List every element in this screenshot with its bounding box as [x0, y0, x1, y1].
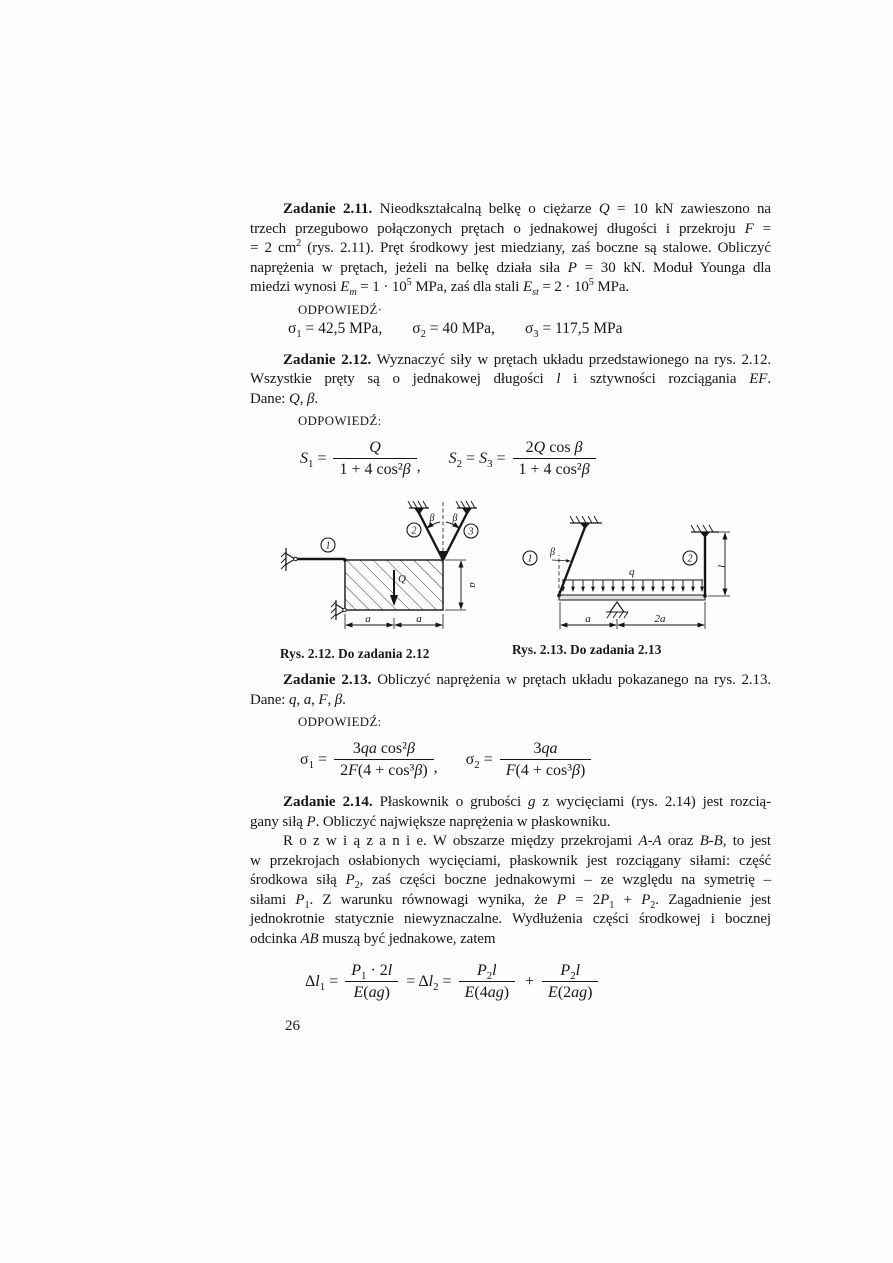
- fraction: $\frac{Q}{\text{1 + 4 cos²β}}$: [333, 438, 416, 479]
- dimension-bottom: [560, 602, 705, 629]
- text-line: Dane: Q, β.: [250, 390, 319, 407]
- problem-2-13-text: [250, 671, 771, 710]
- eq-comma: ,: [433, 759, 438, 776]
- fraction: $\frac{P_2l}{E(2ag)}$: [542, 961, 598, 1002]
- text-line: jednokrotnie statycznie niewyznaczalne. Wydłużenia części środkowej i bocznej: [250, 911, 771, 927]
- joint-node: [343, 558, 347, 562]
- dimension-height-a: [445, 560, 479, 610]
- svg-text:a: a: [585, 613, 591, 625]
- figure-2-13-drawing: [512, 512, 782, 636]
- dimension-l: [708, 532, 730, 596]
- text-line: środkowa siłą $P_2$, zaś części boczne jednakowymi – ze względu na symetrię –: [250, 872, 771, 891]
- fraction: $\frac{\text{3qa cos²β}}{\text{2F(4 + cos³β)}}$: [334, 739, 434, 780]
- equation-2-12: [300, 438, 771, 479]
- answer-sigma-1: $\sigma_1 = 42,5$ MPa,: [288, 319, 383, 340]
- fraction: $\frac{3qa}{\text{F(4 + cos³β)}}$: [500, 739, 592, 780]
- ceiling-support-left: [408, 501, 429, 515]
- equation-2-13: [300, 739, 771, 780]
- fraction: $\frac{\text{2Q cos β}}{\text{1 + 4 cos²β}}$: [513, 438, 596, 479]
- equation-2-14: [305, 961, 771, 1002]
- text-line: w przekrojach osłabionych wycięciami, płaskownik jest rozciągany siłami: część: [250, 852, 771, 869]
- eq-lhs: $S_2 = S_3$ =: [448, 449, 506, 470]
- text-line: Zadanie 2.12. Wyznaczyć siły w prętach układu przedstawionego na rys. 2.12.: [283, 351, 771, 368]
- answer-label-2-13: ODPOWIEDŹ:: [298, 715, 382, 729]
- text-line: trzech przegubowo połączonych prętach o jednakowej długości i przekroju F =: [250, 220, 772, 237]
- eq-lhs: $\Delta l_1$ =: [305, 972, 339, 993]
- text-line: = 2 $cm^2$ (rys. 2.11). Pręt środkowy jest miedziany, zaś boczne są stalowe. Obliczyć: [250, 238, 771, 256]
- svg-text:a: a: [467, 582, 479, 588]
- page-number: 26: [285, 1018, 300, 1034]
- eq-lhs: $\sigma_2$ =: [465, 750, 493, 771]
- rod-2-label: [407, 523, 421, 537]
- eq-lhs: $S_1$ =: [300, 449, 327, 470]
- rod-2-label: [683, 551, 697, 565]
- svg-text:l: l: [715, 564, 727, 568]
- figure-2-12-caption: Rys. 2.12. Do zadania 2.12: [280, 646, 430, 661]
- force-q-label: Q: [398, 573, 406, 585]
- page-content: [250, 200, 771, 1035]
- rod-1-label: [523, 551, 537, 565]
- problem-2-11-text: [250, 200, 771, 298]
- problem-2-12-text: [250, 351, 771, 410]
- text-line: odcinka AB muszą być jednakowe, zatem: [250, 930, 496, 947]
- bottom-pin-support: [331, 600, 346, 620]
- svg-text:1: 1: [527, 553, 533, 565]
- figures-row: [250, 494, 771, 661]
- answer-sigma-3: $\sigma_3 = 117,5$ MPa: [524, 319, 623, 340]
- rod-3-label: [464, 524, 478, 538]
- joint-left: [557, 594, 561, 598]
- fraction: $\frac{P_1 \cdot 2l}{E(ag)}$: [345, 961, 398, 1002]
- svg-text:2: 2: [411, 525, 417, 537]
- eq-middle: = $\Delta l_2$ =: [406, 972, 452, 993]
- beta-leader-arrow: [552, 560, 570, 561]
- load-q-label: q: [629, 566, 635, 578]
- text-line: R o z w i ą z a n i e. W obszarze między przekrojami A-A oraz B-B, to jest: [283, 833, 771, 849]
- answer-sigma-2: $\sigma_2 = 40$ MPa,: [412, 319, 495, 340]
- svg-text:a: a: [416, 613, 422, 625]
- middle-pin-support: [606, 602, 628, 618]
- beta-left-label: β: [429, 513, 435, 524]
- beta-right-label: β: [452, 513, 458, 524]
- figure-2-12-drawing: [280, 494, 480, 640]
- problem-2-14-text: [250, 793, 771, 949]
- eq-plus: +: [525, 972, 535, 990]
- dimension-bottom: [345, 613, 443, 629]
- ceiling-support-left: [570, 516, 602, 529]
- text-line: miedzi wynosi $E_m = 1 \cdot 10^5$ MPa, zaś dla stali $E_{st} = 2 \cdot 10^5$ MPa.: [250, 277, 630, 298]
- text-line: Zadanie 2.14. Płaskownik o grubości g z wycięciami (rys. 2.14) jest rozcią-: [283, 794, 772, 810]
- beta-label: β: [550, 547, 555, 558]
- distributed-load: [562, 580, 703, 591]
- figure-2-13-caption: Rys. 2.13. Do zadania 2.13: [512, 642, 662, 657]
- beam: [559, 595, 705, 600]
- text-line: gany siłą P. Obliczyć największe naprężenia w płaskowniku.: [250, 813, 611, 830]
- text-line: siłami $P_1$. Z warunku równowagi wynika, że $P = 2P_1 + P_2$. Zagadnienie jest: [250, 891, 771, 911]
- rod-1-label: [321, 538, 335, 552]
- text-line: Zadanie 2.11. Nieodkształcalną belkę o ciężarze Q = 10 kN zawieszono na: [283, 201, 771, 217]
- text-line: naprężenia w prętach, jeżeli na belkę działa siła P = 30 kN. Moduł Younga dla: [250, 259, 771, 276]
- figure-2-12: [280, 494, 480, 662]
- text-line: Wszystkie pręty są o jednakowej długości l i sztywności rozciągania EF.: [250, 371, 771, 387]
- text-line: Zadanie 2.13. Obliczyć naprężenia w prętach układu pokazanego na rys. 2.13.: [283, 672, 772, 688]
- svg-text:1: 1: [325, 540, 331, 552]
- figure-2-13: [512, 512, 782, 658]
- svg-text:a: a: [365, 613, 371, 625]
- eq-comma: ,: [416, 458, 421, 475]
- svg-text:3: 3: [468, 526, 474, 538]
- answer-label-2-11: ODPOWIEDŹ·: [298, 302, 383, 317]
- text-line: Dane: q, a, F, β.: [250, 691, 346, 708]
- svg-text:2a: 2a: [654, 613, 666, 625]
- eq-lhs: $\sigma_1$ =: [300, 750, 328, 771]
- fraction: $\frac{P_2l}{E(4ag)}$: [459, 961, 515, 1002]
- answers-2-11: [288, 320, 771, 338]
- wall-pin-support: [281, 548, 297, 571]
- svg-text:2: 2: [687, 553, 693, 565]
- answer-label-2-12: ODPOWIEDŹ:: [298, 414, 382, 428]
